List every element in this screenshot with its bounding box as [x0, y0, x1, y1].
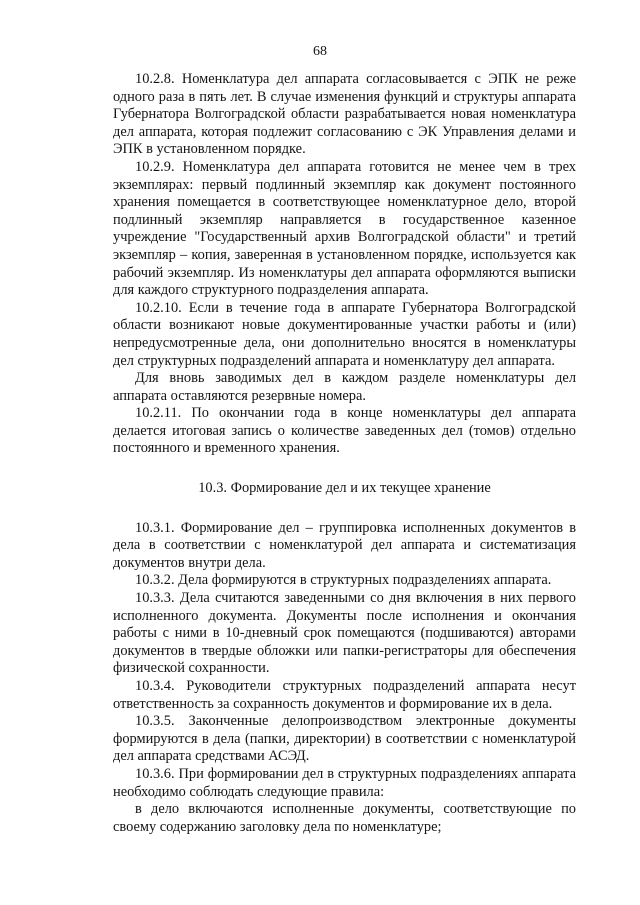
paragraph-10-2-9: 10.2.9. Номенклатура дел аппарата готовится не менее чем в трех экземплярах: первый подлинный экземпляр как документ постоянного хранения помещается в соответствующее номенклатурное дело, второй подлинный экземпляр направляется в государственное казенное учреждение "Государственный архив Волгоградской области" и третий экземпляр – копия, заверенная в установленном порядке, используется как рабочий экземпляр. Из номенклатуры дел аппарата оформляются выписки для каждого структурного подразделения аппарата.: [113, 158, 576, 299]
paragraph-10-3-4: 10.3.4. Руководители структурных подразделений аппарата несут ответственность за сохранность документов и формирование их в дела.: [113, 678, 576, 712]
paragraph-10-3-6: 10.3.6. При формировании дел в структурных подразделениях аппарата необходимо соблюдать следующие правила:: [113, 765, 576, 800]
paragraph-10-3-5: 10.3.5. Законченные делопроизводством электронные документы формируются в дела (папки, директории) в соответствии с номенклатурой дел аппарата средствами АСЭД.: [113, 713, 576, 765]
paragraph-10-2-11: 10.2.11. По окончании года в конце номенклатуры дел аппарата делается итоговая запись о количестве заведенных дел (томов) отдельно постоянного и временного хранения.: [113, 405, 576, 457]
paragraph-rule-1: в дело включаются исполненные документы, соответствующие по своему содержанию заголовку дела по номенклатуре;: [113, 801, 576, 835]
page-number: 68: [313, 44, 327, 59]
paragraph-10-2-8: 10.2.8. Номенклатура дел аппарата согласовывается с ЭПК не реже одного раза в пять лет. В случае изменения функций и структуры аппарата Губернатора Волгоградской области разрабатывается новая номенклатура дел аппарата, которая подлежит согласованию с ЭК Управления делами и ЭПК в установленном порядке.: [113, 71, 576, 158]
document-body: [113, 71, 576, 836]
paragraph-reserve-numbers: Для вновь заводимых дел в каждом разделе номенклатуры дел аппарата оставляются резервные номера.: [113, 370, 576, 404]
paragraph-10-2-10: 10.2.10. Если в течение года в аппарате Губернатора Волгоградской области возникают новые документированные участки работы и (или) непредусмотренные дела, они дополнительно вносятся в номенклатуры дел структурных подразделений аппарата и номенклатуру дел аппарата.: [113, 299, 576, 369]
paragraph-10-3-2: 10.3.2. Дела формируются в структурных подразделениях аппарата.: [135, 572, 552, 589]
section-heading-10-3: 10.3. Формирование дел и их текущее хранение: [198, 480, 491, 497]
paragraph-10-3-1: 10.3.1. Формирование дел – группировка исполненных документов в дела в соответствии с номенклатурой дел аппарата и систематизация документов внутри дела.: [113, 519, 576, 571]
paragraph-10-3-3: 10.3.3. Дела считаются заведенными со дня включения в них первого исполненного документа. Документы после исполнения и окончания работы с ними в 10-дневный срок помещаются (подшиваются) авторами документов в твердые обложки или папки-регистраторы для обеспечения физической сохранности.: [113, 590, 576, 677]
